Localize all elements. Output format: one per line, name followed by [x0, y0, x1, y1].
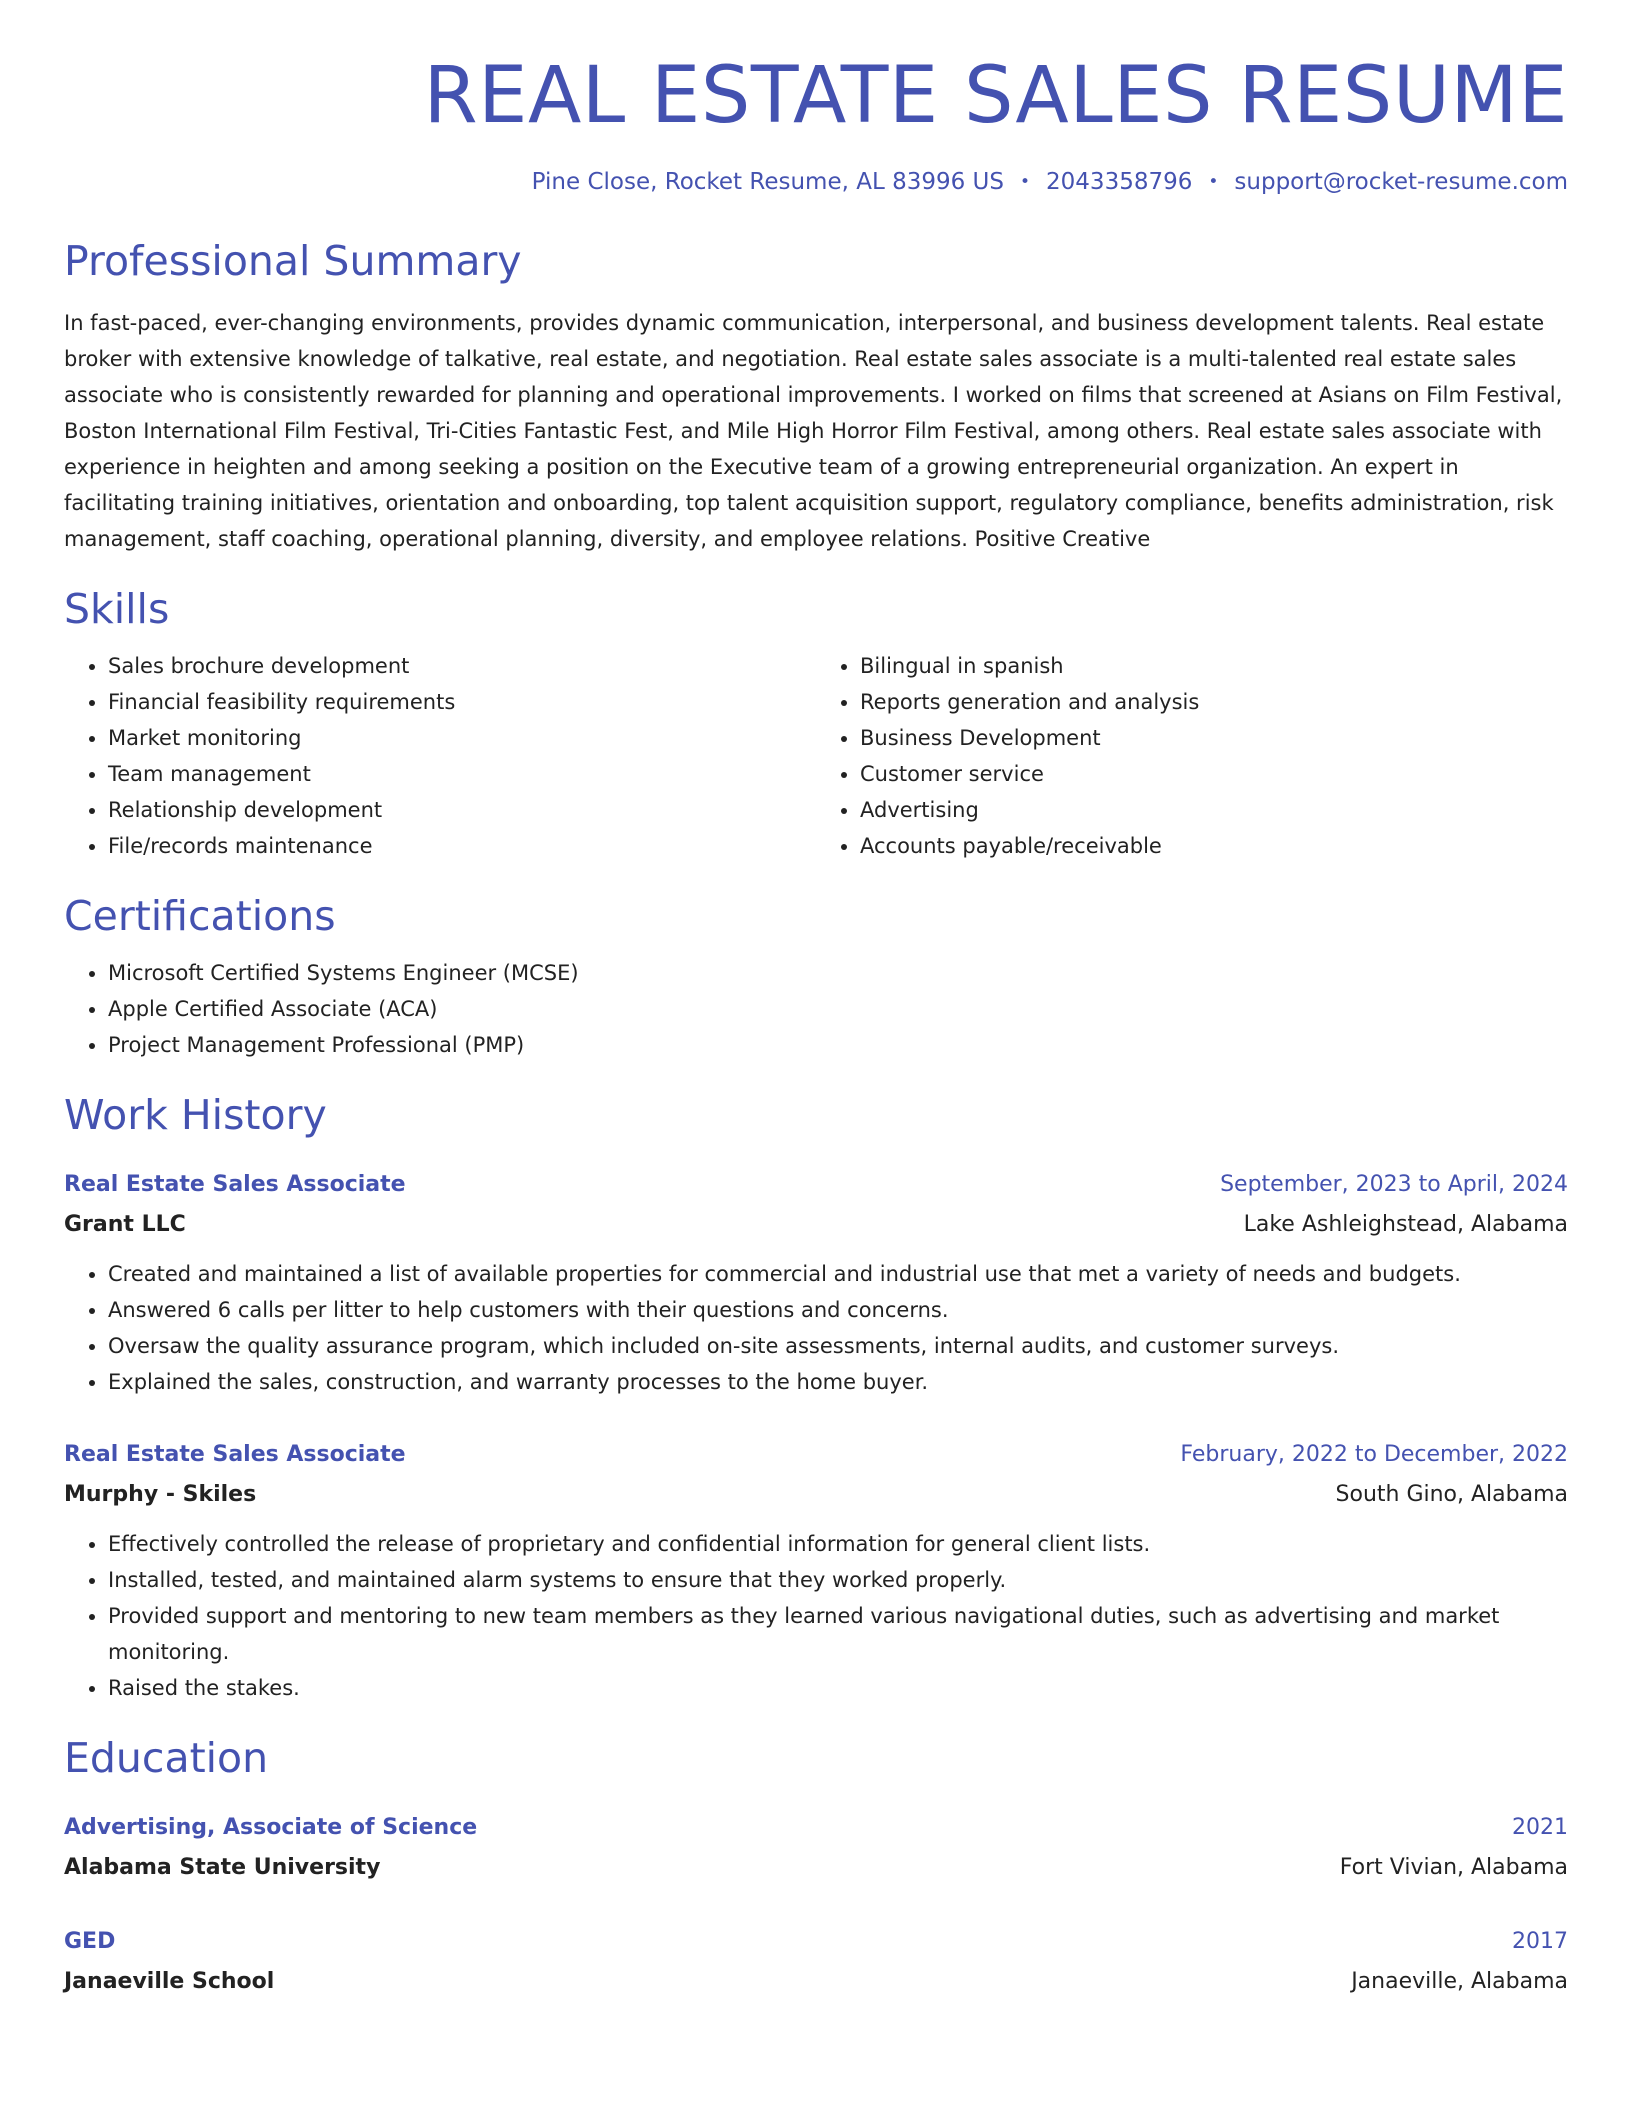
job-entry	[64, 1166, 1568, 1400]
job-location: Lake Ashleighstead, Alabama	[1243, 1212, 1568, 1238]
skill-item: • Accounts payable/receivable	[860, 828, 1568, 864]
job-role: Real Estate Sales Associate	[64, 1172, 406, 1198]
skill-item: • Sales brochure development	[108, 648, 816, 684]
education-entry	[64, 1809, 1568, 1887]
education-section	[64, 1734, 1568, 2001]
skill-item: • File/records maintenance	[108, 828, 816, 864]
summary-text: In fast-paced, ever-changing environments, provides dynamic communication, interpersonal, and business development talents. Real estate broker with extensive knowledge of talkative, real estate, and negotiation. Real estate sales associate is a multi-talented real estate sales associate who is consistently rewarded for planning and operational improvements. I worked on films that screened at Asians on Film Festival, Boston International Film Festival, Tri-Cities Fantastic Fest, and Mile High Horror Film Festival, among others. Real estate sales associate with experience in heighten and among seeking a position on the Executive team of a growing entrepreneurial organization. An expert in facilitating training initiatives, orientation and onboarding, top talent acquisition support, regulatory compliance, benefits administration, risk management, staff coaching, operational planning, diversity, and employee relations. Positive Creative	[64, 310, 1563, 551]
skills-section	[64, 585, 1568, 864]
work-history-title: Work History	[64, 1091, 327, 1140]
skill-item: • Team management	[108, 756, 816, 792]
education-location: Janaeville, Alabama	[1351, 1969, 1568, 1995]
education-year: 2017	[1512, 1929, 1568, 1955]
job-dates: February, 2022 to December, 2022	[1180, 1442, 1568, 1468]
certification-item: • Apple Certified Associate (ACA)	[108, 991, 1568, 1027]
skill-item: • Reports generation and analysis	[860, 684, 1568, 720]
education-title: Education	[64, 1734, 269, 1783]
contact-separator: •	[1020, 171, 1031, 192]
contact-phone: 2043358796	[1046, 168, 1193, 195]
skills-list-right	[816, 648, 1568, 864]
job-bullet: • Answered 6 calls per litter to help customers with their questions and concerns.	[108, 1292, 1568, 1328]
skill-item: • Business Development	[860, 720, 1568, 756]
education-school-row	[64, 1963, 1568, 2001]
resume-header	[64, 50, 1568, 197]
education-school-row	[64, 1849, 1568, 1887]
summary-section	[64, 237, 1568, 556]
education-header-row	[64, 1923, 1568, 1961]
skill-item: • Advertising	[860, 792, 1568, 828]
skills-columns	[64, 648, 1568, 864]
skill-item: • Financial feasibility requirements	[108, 684, 816, 720]
education-location: Fort Vivian, Alabama	[1339, 1855, 1568, 1881]
education-entry	[64, 1923, 1568, 2001]
job-bullet: • Oversaw the quality assurance program, which included on-site assessments, internal audits, and customer surveys.	[108, 1328, 1568, 1364]
education-degree: GED	[64, 1929, 116, 1955]
work-history-section	[64, 1091, 1568, 1706]
job-bullet: • Explained the sales, construction, and warranty processes to the home buyer.	[108, 1364, 1568, 1400]
certifications-list	[64, 955, 1568, 1063]
job-bullets	[64, 1256, 1568, 1400]
certification-item: • Project Management Professional (PMP)	[108, 1027, 1568, 1063]
education-school: Alabama State University	[64, 1855, 381, 1881]
job-company: Murphy - Skiles	[64, 1482, 257, 1508]
contact-email: support@rocket-resume.com	[1234, 168, 1568, 195]
skill-item: • Bilingual in spanish	[860, 648, 1568, 684]
job-bullet: • Effectively controlled the release of proprietary and confidential information for general client lists.	[108, 1526, 1568, 1562]
contact-address: Pine Close, Rocket Resume, AL 83996 US	[531, 168, 1004, 195]
skill-item: • Relationship development	[108, 792, 816, 828]
job-entry	[64, 1436, 1568, 1706]
job-dates: September, 2023 to April, 2024	[1220, 1172, 1568, 1198]
skills-title: Skills	[64, 584, 170, 633]
job-bullet: • Installed, tested, and maintained alarm systems to ensure that they worked properly.	[108, 1562, 1568, 1598]
job-role: Real Estate Sales Associate	[64, 1442, 406, 1468]
certifications-section	[64, 892, 1568, 1063]
resume-title: REAL ESTATE SALES RESUME	[423, 51, 1568, 141]
contact-separator: •	[1208, 171, 1219, 192]
summary-title: Professional Summary	[64, 237, 522, 286]
education-year: 2021	[1512, 1815, 1568, 1841]
job-company-row	[64, 1476, 1568, 1514]
job-bullet: • Provided support and mentoring to new team members as they learned various navigational duties, such as advertising and market monitoring.	[108, 1598, 1568, 1670]
education-header-row	[64, 1809, 1568, 1847]
job-bullet: • Created and maintained a list of available properties for commercial and industrial use that met a variety of needs and budgets.	[108, 1256, 1568, 1292]
job-location: South Gino, Alabama	[1335, 1482, 1568, 1508]
job-bullets	[64, 1526, 1568, 1706]
job-header-row	[64, 1166, 1568, 1204]
education-school: Janaeville School	[64, 1969, 275, 1995]
certifications-title: Certifications	[64, 891, 336, 940]
job-bullet: • Raised the stakes.	[108, 1670, 1568, 1706]
education-degree: Advertising, Associate of Science	[64, 1815, 478, 1841]
certification-item: • Microsoft Certified Systems Engineer (MCSE)	[108, 955, 1568, 991]
contact-line	[64, 168, 1568, 198]
skill-item: • Customer service	[860, 756, 1568, 792]
job-header-row	[64, 1436, 1568, 1474]
job-company: Grant LLC	[64, 1212, 186, 1238]
skill-item: • Market monitoring	[108, 720, 816, 756]
skills-list-left	[64, 648, 816, 864]
job-company-row	[64, 1206, 1568, 1244]
